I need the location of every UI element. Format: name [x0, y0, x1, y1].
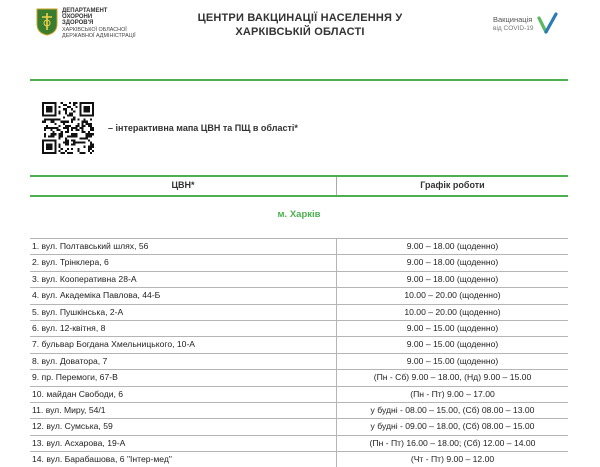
centers-table-body	[30, 238, 568, 467]
city-heading: м. Харків	[277, 209, 321, 220]
vaccination-check-icon	[537, 12, 559, 36]
center-hours: 9.00 – 18.00 (щоденно)	[406, 257, 499, 268]
qr-code-icon[interactable]	[42, 102, 94, 154]
column-header-schedule: Графік роботи	[420, 180, 485, 190]
table-row	[30, 435, 568, 451]
table-row	[30, 304, 568, 320]
center-address: 13. вул. Асхарова, 19-А	[32, 437, 126, 448]
table-row	[30, 402, 568, 418]
qr-caption: – інтерактивна мапа ЦВН та ПЩ в області*	[108, 123, 298, 133]
center-hours: 9.00 – 15.00 (щоденно)	[406, 355, 499, 366]
center-address: 14. вул. Барабашова, 6 "Інтер-мед"	[32, 454, 172, 465]
table-header	[30, 175, 568, 197]
center-hours: (Пн - Сб) 9.00 – 18.00, (Нд) 9.00 – 15.00	[373, 372, 532, 383]
center-address: 1. вул. Полтавський шлях, 56	[32, 241, 149, 251]
center-address: 3. вул. Кооперативна 28-А	[32, 273, 137, 284]
center-address: 12. вул. Сумська, 59	[32, 421, 113, 432]
table-row	[30, 336, 568, 352]
center-hours: у будні - 08.00 – 15.00, (Сб) 08.00 – 13.00	[370, 404, 535, 415]
table-row	[30, 238, 568, 254]
table-row	[30, 418, 568, 434]
table-row	[30, 369, 568, 385]
center-hours: 10.00 – 20.00 (щоденно)	[404, 306, 501, 317]
center-hours: 10.00 – 20.00 (щоденно)	[404, 290, 501, 301]
vaccination-logo: Вакцинація від COVID-19	[493, 12, 573, 42]
center-hours: 9.00 – 15.00 (щоденно)	[406, 322, 499, 333]
page-header	[0, 0, 600, 80]
center-hours: 9.00 – 18.00 (щоденно)	[406, 273, 499, 284]
department-name: ДЕПАРТАМЕНТ ОХОРОНИ ЗДОРОВ'Я ХАРКІВСЬКОЇ ОБЛАСНОЇ ДЕРЖАВНОЇ АДМІНІСТРАЦІЇ	[62, 8, 136, 39]
table-row	[30, 271, 568, 287]
center-hours: (Чт - Пт) 9.00 – 12.00	[410, 454, 495, 465]
center-hours: 9.00 – 15.00 (щоденно)	[406, 339, 499, 350]
column-header-center: ЦВН*	[171, 180, 195, 190]
center-address: 8. вул. Доватора, 7	[32, 355, 108, 366]
center-hours: (Пн - Пт) 9.00 – 17.00	[410, 388, 495, 399]
center-address: 5. вул. Пушкінська, 2-А	[32, 306, 124, 317]
kharkiv-emblem-icon	[36, 8, 58, 36]
center-address: 7. бульвар Богдана Хмельницького, 10-А	[32, 339, 196, 350]
center-address: 4. вул. Академіка Павлова, 44-Б	[32, 290, 161, 301]
center-hours: 9.00 – 18.00 (щоденно)	[406, 241, 499, 251]
table-row	[30, 353, 568, 369]
table-row	[30, 254, 568, 270]
table-row	[30, 287, 568, 303]
table-row	[30, 451, 568, 467]
page-title: ЦЕНТРИ ВАКЦИНАЦІЇ НАСЕЛЕННЯ У ХАРКІВСЬКІЙ ОБЛАСТІ	[197, 12, 403, 38]
center-hours: у будні - 09.00 – 18.00, (Сб) 08.00 – 15.00	[370, 421, 535, 432]
center-address: 2. вул. Трінклера, 6	[32, 257, 109, 268]
center-address: 11. вул. Миру, 54/1	[32, 404, 106, 415]
center-address: 6. вул. 12-квітня, 8	[32, 322, 106, 333]
table-row	[30, 386, 568, 402]
center-address: 9. пр. Перемоги, 67-В	[32, 372, 118, 383]
center-address: 10. майдан Свободи, 6	[32, 388, 124, 399]
center-hours: (Пн - Пт) 16.00 – 18.00; (Сб) 12.00 – 14.00	[369, 437, 536, 448]
department-logo	[36, 8, 136, 48]
header-divider	[30, 79, 568, 81]
table-row	[30, 320, 568, 336]
